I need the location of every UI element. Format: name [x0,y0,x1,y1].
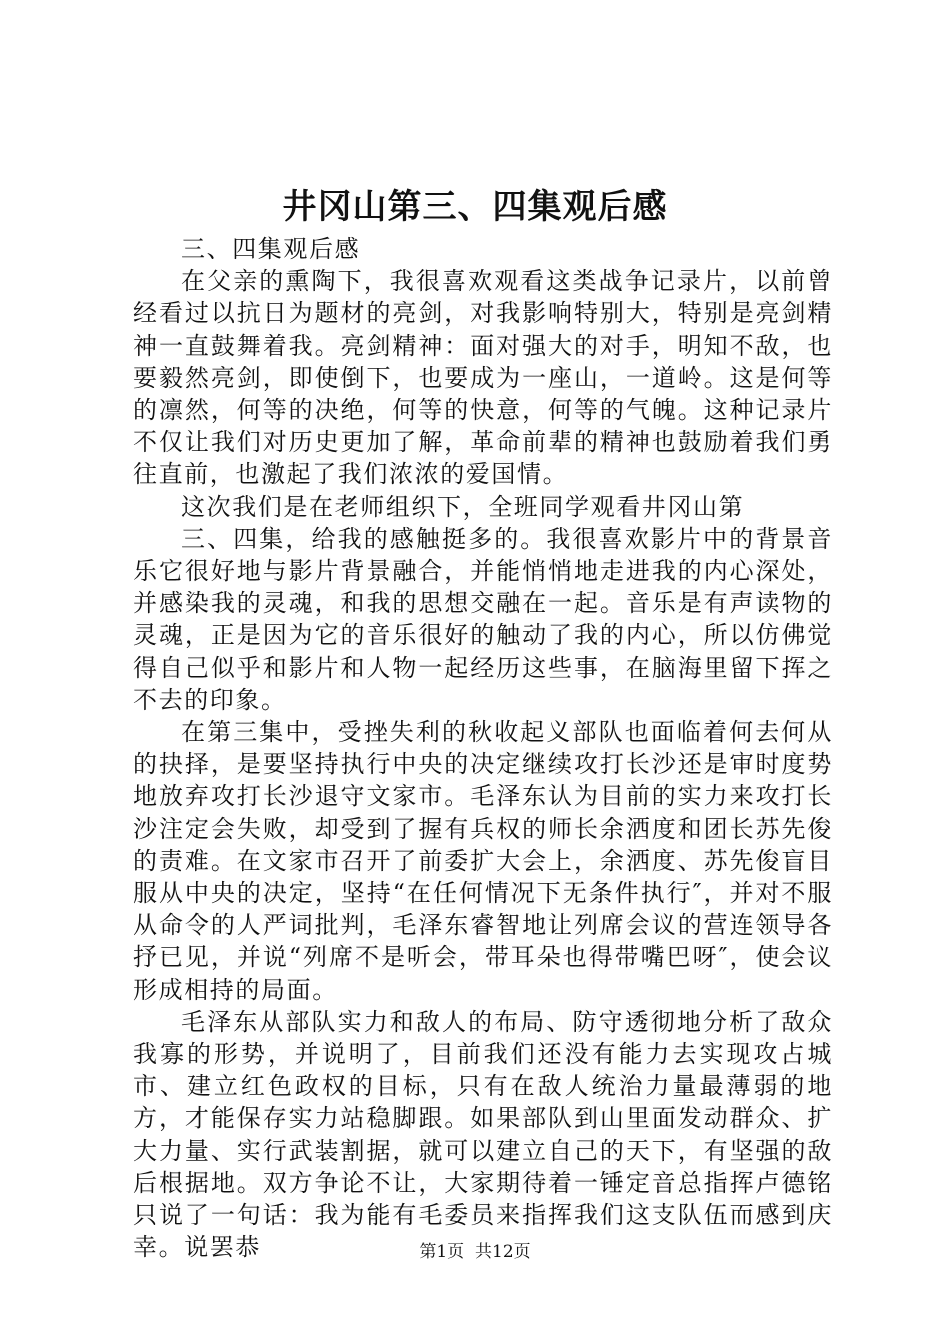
document-body [133,233,833,1264]
paragraph: 这次我们是在老师组织下，全班同学观看井冈山第 [181,492,745,521]
paragraph: 毛泽东从部队实力和敌人的布局、防守透彻地分析了敌众我寡的形势，并说明了，目前我们还没有能力去实现攻占城市、建立红色政权的目标，只有在敌人统治力量最薄弱的地方，才能保存实力站稳脚跟。如果部队到山里面发动群众、扩大力量、实行武装割据，就可以建立自己的天下，有坚强的敌后根据地。双方争论不让，大家期待着一锤定音总指挥卢德铭只说了一句话：我为能有毛委员来指挥我们这支队伍而感到庆幸。说罢恭 [133,1007,833,1262]
page-total: 共12页 [475,1242,531,1262]
paragraph: 在父亲的熏陶下，我很喜欢观看这类战争记录片，以前曾经看过以抗日为题材的亮剑，对我影响特别大，特别是亮剑精神一直鼓舞着我。亮剑精神：面对强大的对手，明知不敌，也要毅然亮剑，即使倒下，也要成为一座山，一道岭。这是何等的凛然，何等的决绝，何等的快意，何等的气魄。这种记录片不仅让我们对历史更加了解，革命前辈的精神也鼓励着我们勇往直前，也激起了我们浓浓的爱国情。 [133,267,833,489]
paragraph-subtitle: 三、四集观后感 [181,235,361,263]
paragraph: 在第三集中，受挫失利的秋收起义部队也面临着何去何从的抉择，是要坚持执行中央的决定继续攻打长沙还是审时度势地放弃攻打长沙退守文家市。毛泽东认为目前的实力来攻打长沙注定会失败，却受到了握有兵权的师长余洒度和团长苏先俊的责难。在文家市召开了前委扩大会上，余洒度、苏先俊盲目服从中央的决定，坚持“在任何情况下无条件执行″，并对不服从命令的人严词批判，毛泽东睿智地让列席会议的营连领导各抒已见，并说“列席不是听会，带耳朵也得带嘴巴呀″，使会议形成相持的局面。 [133,718,833,1004]
page-title: 井冈山第三、四集观后感 [282,187,668,227]
paragraph: 三、四集，给我的感触挺多的。我很喜欢影片中的背景音乐它很好地与影片背景融合，并能悄悄地走进我的内心深处，并感染我的灵魂，和我的思想交融在一起。音乐是有声读物的灵魂，正是因为它的音乐很好的触动了我的内心，所以仿佛觉得自己似乎和影片和人物一起经历这些事，在脑海里留下挥之不去的印象。 [133,524,833,714]
page-number: 第1页 [419,1242,465,1262]
page-footer [0,1240,950,1264]
